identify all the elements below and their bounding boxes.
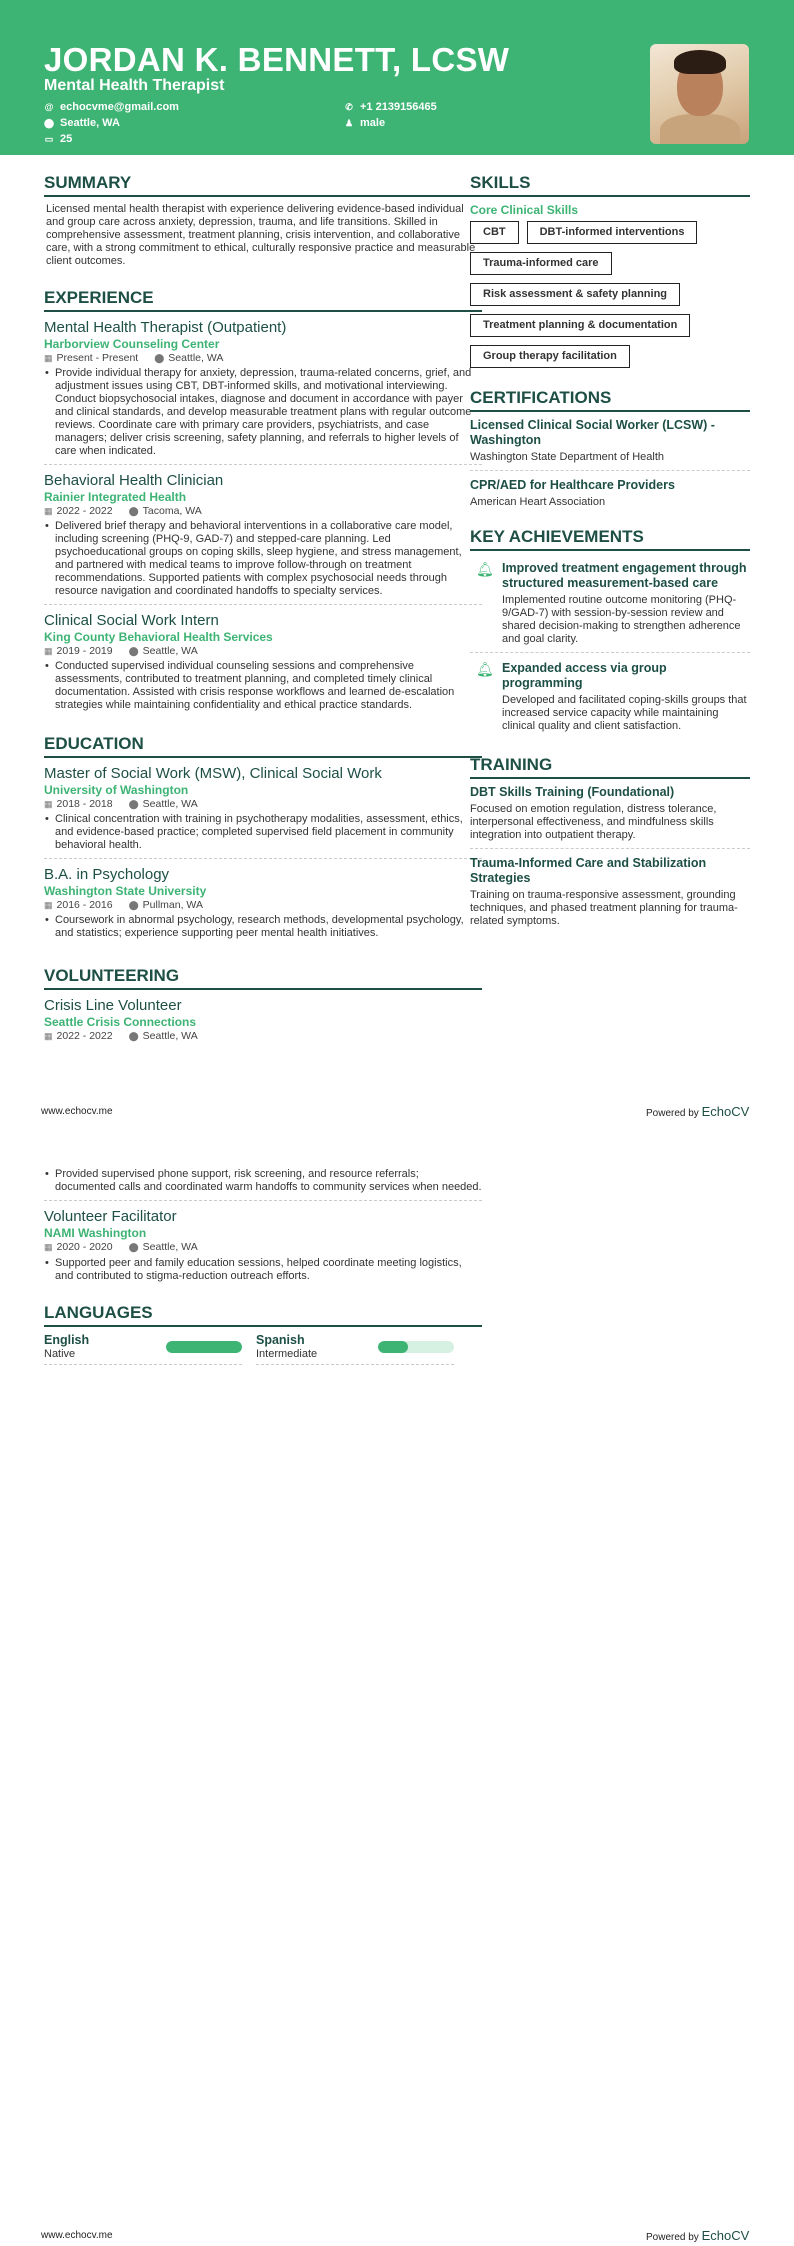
entry-location: Seattle, WA bbox=[168, 352, 224, 364]
entry-location: Seattle, WA bbox=[142, 1030, 198, 1042]
language-level: Native bbox=[44, 1348, 76, 1360]
skill-tag: Trauma-informed care bbox=[470, 252, 612, 275]
training-item bbox=[470, 785, 750, 849]
achievement-text: Implemented routine outcome monitoring (PHQ-9/GAD-7) with session-by-session review and shared decision-making to strengthen adherence and goal clarity. bbox=[502, 594, 741, 645]
entry-title: Crisis Line Volunteer bbox=[44, 997, 182, 1014]
entry bbox=[44, 471, 482, 605]
phone-icon: ✆ bbox=[345, 102, 353, 112]
entry-location: Seattle, WA bbox=[142, 645, 198, 657]
entry-bullet: • Supported peer and family education sessions, helped coordinate meeting logistics, and contributed to stigma-reduction outreach efforts. bbox=[44, 1257, 482, 1283]
entry-location: Pullman, WA bbox=[142, 899, 203, 911]
proficiency-bar bbox=[378, 1341, 454, 1353]
entry-meta bbox=[44, 645, 482, 658]
entry bbox=[44, 865, 482, 946]
language-name: English bbox=[44, 1333, 90, 1347]
entry-title: Master of Social Work (MSW), Clinical Social Work bbox=[44, 765, 382, 782]
contact-location bbox=[44, 116, 120, 130]
entry-meta bbox=[44, 798, 482, 811]
entry-organization: NAMI Washington bbox=[44, 1226, 147, 1240]
skill-tag: Group therapy facilitation bbox=[470, 345, 630, 368]
bell-icon: 🔔︎ bbox=[476, 661, 494, 677]
certification-name: Licensed Clinical Social Worker (LCSW) - Washington bbox=[470, 418, 715, 447]
certification-item bbox=[470, 418, 750, 471]
language-item bbox=[44, 1333, 242, 1365]
training-title: Trauma-Informed Care and Stabilization Strategies bbox=[470, 856, 707, 885]
bell-icon: 🔔︎ bbox=[476, 561, 494, 577]
training-text: Training on trauma-responsive assessment, grounding techniques, and phased treatment planning for trauma-related symptoms. bbox=[470, 889, 738, 927]
left-column bbox=[44, 173, 482, 1055]
entry-bullet: • Delivered brief therapy and behavioral interventions in a collaborative care model, including screening (PHQ-9, GAD-7) and stepped-care planning. Led psychoeducational groups on coping skills, sleep hygiene, and stress management, and partnered with medical teams to improve follow-through on treatment recommendations. Supported patients with complex psychosocial needs through resource navigation and coordinated handoffs to specialty services. bbox=[44, 520, 482, 598]
brand-name: EchoCV bbox=[701, 2228, 750, 2243]
map-pin-icon: ⬤ bbox=[128, 506, 139, 516]
experience-heading: EXPERIENCE bbox=[44, 288, 482, 312]
certification-issuer: Washington State Department of Health bbox=[470, 451, 665, 463]
skill-tag: Risk assessment & safety planning bbox=[470, 283, 680, 306]
candidate-name: JORDAN K. BENNETT, LCSW bbox=[44, 41, 510, 78]
entry-meta bbox=[44, 899, 482, 912]
achievements-heading: KEY ACHIEVEMENTS bbox=[470, 527, 750, 551]
entry-meta bbox=[44, 1241, 482, 1254]
entry-bullet: • Provide individual therapy for anxiety, depression, trauma-related concerns, grief, and adjustment issues using CBT, DBT-informed skills, and motivational interviewing. Conduct biopsychosocial intakes, diagnose and document in accordance with payer and clinical standards, and develop measurable treatment plans with regular outcome reviews. Coordinate care with primary care providers, psychiatrists, and case managers; deliver crisis screening, safety planning, and referrals to higher levels of care when indicated. bbox=[44, 367, 482, 458]
calendar-icon: ▦ bbox=[44, 1242, 53, 1252]
skills-heading: SKILLS bbox=[470, 173, 750, 197]
candidate-title: Mental Health Therapist bbox=[44, 77, 225, 94]
skill-tag: Treatment planning & documentation bbox=[470, 314, 690, 337]
entry-dates: 2020 - 2020 bbox=[56, 1241, 113, 1253]
map-pin-icon: ⬤ bbox=[128, 1031, 139, 1041]
age-text: 25 bbox=[60, 133, 73, 145]
language-level: Intermediate bbox=[256, 1348, 318, 1360]
experience-list bbox=[44, 318, 482, 718]
achievement-title: Expanded access via group programming bbox=[502, 661, 667, 690]
footer-site: www.echocv.me bbox=[41, 1106, 113, 1117]
proficiency-fill bbox=[378, 1341, 408, 1353]
certifications-heading: CERTIFICATIONS bbox=[470, 388, 750, 412]
languages-heading: LANGUAGES bbox=[44, 1303, 482, 1327]
certification-issuer: American Heart Association bbox=[470, 496, 606, 508]
skill-tag: CBT bbox=[470, 221, 519, 244]
summary-heading: SUMMARY bbox=[44, 173, 482, 197]
calendar-icon: ▦ bbox=[44, 646, 53, 656]
achievement-text: Developed and facilitated coping-skills groups that increased service capacity while maintaining clinical quality and client satisfaction. bbox=[502, 694, 747, 732]
calendar-icon: ▭ bbox=[44, 134, 54, 144]
entry-organization: Rainier Integrated Health bbox=[44, 490, 187, 504]
entry-location: Seattle, WA bbox=[142, 1241, 198, 1253]
entry-dates: 2016 - 2016 bbox=[56, 899, 113, 911]
entry-location: Seattle, WA bbox=[142, 798, 198, 810]
entry-meta bbox=[44, 1030, 482, 1043]
contact-phone bbox=[344, 100, 437, 114]
contact-email bbox=[44, 100, 179, 114]
training-heading: TRAINING bbox=[470, 755, 750, 779]
entry-title: B.A. in Psychology bbox=[44, 866, 170, 883]
map-pin-icon: ⬤ bbox=[44, 118, 55, 128]
certification-name: CPR/AED for Healthcare Providers bbox=[470, 478, 675, 492]
profile-photo bbox=[650, 44, 749, 144]
map-pin-icon: ⬤ bbox=[128, 900, 139, 910]
achievement-list bbox=[470, 557, 750, 739]
skill-tag: DBT-informed interventions bbox=[527, 221, 698, 244]
entry-title: Behavioral Health Clinician bbox=[44, 472, 224, 489]
entry-meta bbox=[44, 352, 482, 365]
achievement-title: Improved treatment engagement through structured measurement-based care bbox=[502, 561, 747, 590]
entry-dates: 2019 - 2019 bbox=[56, 645, 113, 657]
footer-site: www.echocv.me bbox=[41, 2230, 113, 2241]
entry-bullet: • Clinical concentration with training in psychotherapy modalities, assessment, ethics, and evidence-based practice; completed supervised field placement in community behavioral health. bbox=[44, 813, 482, 852]
entry-location: Tacoma, WA bbox=[142, 505, 202, 517]
summary-text: Licensed mental health therapist with experience delivering evidence-based individual and group care across anxiety, depression, trauma, and life transitions. Skilled in comprehensive assessment, treatment planning, crisis intervention, and collaborative care, with a strong commitment to ethical, culturally responsive practice and measurable client outcomes. bbox=[46, 203, 476, 267]
gender-text: male bbox=[360, 117, 386, 129]
entry-organization: Washington State University bbox=[44, 884, 207, 898]
entry bbox=[44, 764, 482, 859]
proficiency-fill bbox=[166, 1341, 242, 1353]
entry-title: Clinical Social Work Intern bbox=[44, 612, 219, 629]
page2-left-column bbox=[44, 1168, 482, 1365]
powered-label: Powered by bbox=[646, 2232, 699, 2243]
right-column bbox=[470, 173, 750, 941]
footer-powered bbox=[646, 1104, 749, 1119]
footer-powered bbox=[646, 2228, 749, 2243]
entry-organization: King County Behavioral Health Services bbox=[44, 630, 273, 644]
brand-name: EchoCV bbox=[701, 1104, 750, 1119]
education-list bbox=[44, 764, 482, 946]
entry-title: Mental Health Therapist (Outpatient) bbox=[44, 319, 287, 336]
skill-tags bbox=[470, 221, 750, 368]
entry-organization: Harborview Counseling Center bbox=[44, 337, 220, 351]
volunteer-entry bbox=[44, 1207, 482, 1289]
achievement-item bbox=[470, 557, 750, 653]
map-pin-icon: ⬤ bbox=[128, 799, 139, 809]
map-pin-icon: ⬤ bbox=[128, 1242, 139, 1252]
person-icon: ♟ bbox=[344, 118, 354, 128]
entry bbox=[44, 611, 482, 718]
contact-age bbox=[44, 132, 72, 146]
calendar-icon: ▦ bbox=[44, 506, 53, 516]
entry-dates: 2022 - 2022 bbox=[56, 1030, 113, 1042]
certification-list bbox=[470, 418, 750, 515]
calendar-icon: ▦ bbox=[44, 900, 53, 910]
entry-dates: 2018 - 2018 bbox=[56, 798, 113, 810]
certification-item bbox=[470, 478, 750, 515]
entry-bullet: • Provided supervised phone support, risk screening, and resource referrals; documented calls and coordinated warm handoffs to community services when needed. bbox=[44, 1168, 482, 1194]
proficiency-bar bbox=[166, 1341, 242, 1353]
entry-meta bbox=[44, 505, 482, 518]
training-text: Focused on emotion regulation, distress tolerance, interpersonal effectiveness, and mindfulness skills integration into outpatient therapy. bbox=[470, 803, 717, 841]
at-icon: @ bbox=[44, 102, 54, 112]
entry-organization: University of Washington bbox=[44, 783, 189, 797]
training-title: DBT Skills Training (Foundational) bbox=[470, 785, 675, 799]
map-pin-icon: ⬤ bbox=[128, 646, 139, 656]
phone-text: +1 2139156465 bbox=[360, 101, 437, 113]
entry-title: Volunteer Facilitator bbox=[44, 1208, 177, 1225]
achievement-item bbox=[470, 657, 750, 739]
volunteering-heading: VOLUNTEERING bbox=[44, 966, 482, 990]
calendar-icon: ▦ bbox=[44, 1031, 53, 1041]
entry-organization: Seattle Crisis Connections bbox=[44, 1015, 197, 1029]
training-list bbox=[470, 785, 750, 934]
map-pin-icon: ⬤ bbox=[154, 353, 165, 363]
volunteer-entry-continued bbox=[44, 1168, 482, 1201]
training-item bbox=[470, 856, 750, 934]
skills-group-label: Core Clinical Skills bbox=[470, 203, 579, 217]
volunteer-entry bbox=[44, 996, 482, 1049]
language-list bbox=[44, 1333, 482, 1365]
entry-bullet: • Conducted supervised individual counseling sessions and comprehensive assessments, contributed to treatment planning, and completed timely clinical documentation. Assisted with crisis response workflows and learned de-escalation strategies while maintaining confidentiality and ethical practice standards. bbox=[44, 660, 482, 712]
resume-header bbox=[0, 0, 794, 155]
education-heading: EDUCATION bbox=[44, 734, 482, 758]
powered-label: Powered by bbox=[646, 1108, 699, 1119]
entry-bullet: • Coursework in abnormal psychology, research methods, developmental psychology, and statistics; experience supporting peer mental health initiatives. bbox=[44, 914, 482, 940]
entry bbox=[44, 318, 482, 465]
entry-dates: 2022 - 2022 bbox=[56, 505, 113, 517]
language-name: Spanish bbox=[256, 1333, 305, 1347]
language-item bbox=[256, 1333, 454, 1365]
location-text: Seattle, WA bbox=[60, 117, 120, 129]
contact-gender bbox=[344, 116, 385, 130]
entry-dates: Present - Present bbox=[56, 352, 139, 364]
email-text: echocvme@gmail.com bbox=[60, 101, 179, 113]
calendar-icon: ▦ bbox=[44, 353, 53, 363]
calendar-icon: ▦ bbox=[44, 799, 53, 809]
